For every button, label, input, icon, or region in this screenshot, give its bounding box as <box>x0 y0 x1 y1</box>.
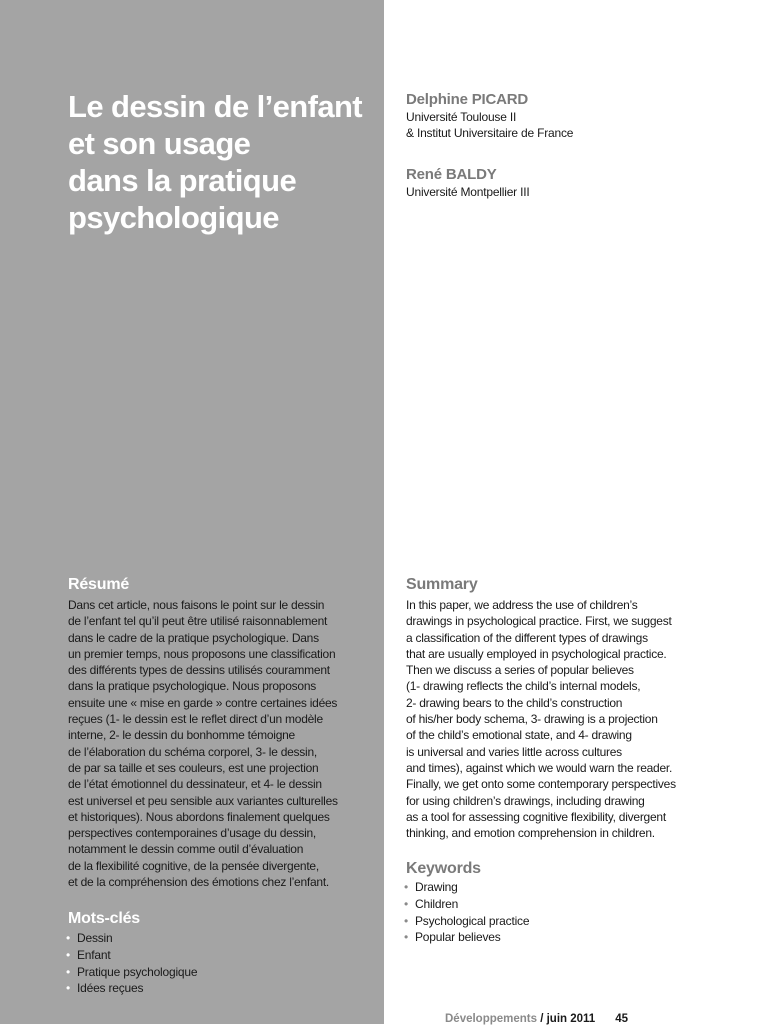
summary-line: of the child’s emotional state, and 4- drawing <box>406 728 632 743</box>
resume-line: des différents types de dessins utilisés couramment <box>68 663 330 678</box>
summary-line: a classification of the different types of drawings <box>406 630 648 645</box>
summary-line: drawings in psychological practice. First, we suggest <box>406 614 672 629</box>
resume-line: est universel et peu sensible aux variantes culturelles <box>68 793 338 808</box>
title-line: et son usage <box>68 126 251 161</box>
resume-line: et historiques). Nous abordons finalement quelques <box>68 809 330 824</box>
summary-line: Finally, we get onto some contemporary perspectives <box>406 777 676 792</box>
affiliation-line: Université Toulouse II <box>406 110 517 124</box>
list-item <box>66 980 197 997</box>
summary-line: is universal and varies little across cultures <box>406 744 622 759</box>
bullet-icon: • <box>66 981 71 996</box>
keyword-text: Psychological practice <box>415 913 530 928</box>
resume-heading: Résumé <box>68 576 130 593</box>
keywords-list <box>404 879 529 946</box>
bullet-icon: • <box>404 913 409 928</box>
list-item <box>404 896 529 913</box>
page-number: 45 <box>615 1013 628 1025</box>
keywords-heading: Keywords <box>406 860 481 877</box>
summary-text <box>406 597 676 841</box>
bullet-icon: • <box>404 896 409 911</box>
resume-line: Dans cet article, nous faisons le point sur le dessin <box>68 598 325 612</box>
list-item <box>404 929 529 946</box>
resume-line: de par sa taille et ses couleurs, est une projection <box>68 760 319 775</box>
title-line: psychologique <box>68 200 279 235</box>
author-block-picard <box>406 91 573 141</box>
title-line: Le dessin de l’enfant <box>68 89 363 124</box>
author-name: René BALDY <box>406 166 497 183</box>
title-line: dans la pratique <box>68 163 297 198</box>
summary-line: for using children’s drawings, including drawing <box>406 793 645 808</box>
resume-line: interne, 2- le dessin du bonhomme témoigne <box>68 728 295 743</box>
resume-line: et de la compréhension des émotions chez l’enfant. <box>68 875 329 890</box>
author-affiliation <box>406 109 573 141</box>
resume-line: dans la pratique psychologique. Nous proposons <box>68 679 317 694</box>
summary-line: Then we discuss a series of popular believes <box>406 663 634 678</box>
resume-line: notamment le dessin comme outil d’évaluation <box>68 842 304 857</box>
resume-line: un premier temps, nous proposons une classification <box>68 646 336 661</box>
resume-line: de l’état émotionnel du dessinateur, et 4- le dessin <box>68 777 322 792</box>
list-item <box>66 964 197 981</box>
keyword-text: Enfant <box>77 947 111 962</box>
resume-line: de la flexibilité cognitive, de la pensée divergente, <box>68 858 319 873</box>
mots-cles-heading: Mots-clés <box>68 910 140 927</box>
resume-line: perspectives contemporaines d’usage du dessin, <box>68 826 316 841</box>
summary-line: (1- drawing reflects the child’s internal models, <box>406 679 641 694</box>
bullet-icon: • <box>404 880 409 894</box>
author-name: Delphine PICARD <box>406 91 529 108</box>
mots-cles-list <box>66 930 197 997</box>
list-item <box>404 879 529 896</box>
keyword-text: Drawing <box>415 880 458 894</box>
affiliation-line: & Institut Universitaire de France <box>406 126 574 140</box>
list-item <box>66 947 197 964</box>
summary-line: thinking, and emotion comprehension in children. <box>406 826 655 841</box>
list-item <box>404 913 529 930</box>
keyword-text: Idées reçues <box>77 981 144 996</box>
resume-line: de l’élaboration du schéma corporel, 3- le dessin, <box>68 744 317 759</box>
summary-line: 2- drawing bears to the child’s construction <box>406 695 623 710</box>
bullet-icon: • <box>66 964 71 979</box>
list-item <box>66 930 197 947</box>
bullet-icon: • <box>66 931 71 945</box>
affiliation-line: Université Montpellier III <box>406 185 530 199</box>
article-title <box>68 88 378 236</box>
issue-date: / juin 2011 <box>537 1013 596 1025</box>
resume-line: de l’enfant tel qu’il peut être utilisé raisonnablement <box>68 614 328 629</box>
author-block-baldy <box>406 166 530 200</box>
keyword-text: Popular believes <box>415 930 501 945</box>
keyword-text: Pratique psychologique <box>77 964 198 979</box>
summary-line: of his/her body schema, 3- drawing is a projection <box>406 712 658 727</box>
summary-line: as a tool for assessing cognitive flexibility, divergent <box>406 809 666 824</box>
resume-line: dans le cadre de la pratique psychologique. Dans <box>68 630 319 645</box>
journal-name: Développements <box>445 1013 538 1025</box>
resume-line: ensuite une « mise en garde » contre certaines idées <box>68 695 338 710</box>
summary-line: and times), against which we would warn the reader. <box>406 760 673 775</box>
summary-line: that are usually employed in psychological practice. <box>406 646 667 661</box>
keyword-text: Children <box>415 896 459 911</box>
author-affiliation <box>406 184 530 200</box>
resume-line: reçues (1- le dessin est le reflet direct d’un modèle <box>68 712 323 727</box>
summary-line: In this paper, we address the use of children’s <box>406 598 638 612</box>
bullet-icon: • <box>404 930 409 945</box>
summary-heading: Summary <box>406 576 478 593</box>
keyword-text: Dessin <box>77 931 113 945</box>
resume-text <box>68 597 338 890</box>
bullet-icon: • <box>66 947 71 962</box>
